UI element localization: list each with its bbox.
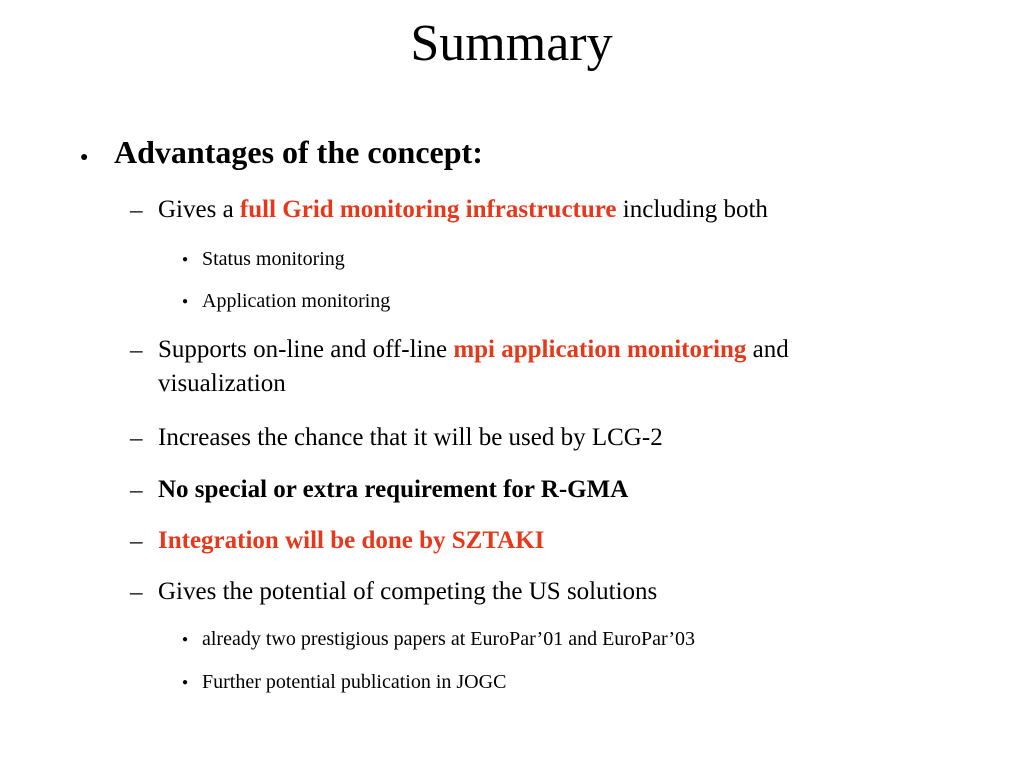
bullet-icon: ● xyxy=(182,254,189,265)
dash-icon: – xyxy=(130,477,143,504)
dash-icon: – xyxy=(130,337,143,364)
list-item xyxy=(158,196,768,224)
bullet-icon: ● xyxy=(182,677,189,688)
list-item xyxy=(158,336,789,364)
slide-title: Summary xyxy=(410,15,613,72)
item-text-post: including both xyxy=(616,196,768,223)
list-item: Increases the chance that it will be used by LCG-2 xyxy=(158,424,663,451)
list-item: No special or extra requirement for R-GMA xyxy=(158,476,629,503)
item-text-pre: Gives a xyxy=(158,196,240,223)
bullet-icon: ● xyxy=(182,634,189,645)
item-highlight: mpi application monitoring xyxy=(453,336,747,363)
bullet-icon: ● xyxy=(182,296,189,307)
list-item-continuation: visualization xyxy=(158,370,286,397)
sub-list-item: Further potential publication in JOGC xyxy=(202,671,507,693)
sub-list-item: Application monitoring xyxy=(202,290,391,312)
dash-icon: – xyxy=(130,425,143,452)
bullet-icon: ● xyxy=(80,150,89,165)
item-highlight: full Grid monitoring infrastructure xyxy=(239,196,617,223)
heading-advantages: Advantages of the concept: xyxy=(114,134,483,170)
dash-icon: – xyxy=(130,579,143,606)
item-text-pre: Supports on-line and off-line xyxy=(158,336,454,363)
sub-list-item: already two prestigious papers at EuroPar’01 and EuroPar’03 xyxy=(202,628,696,650)
list-item: Gives the potential of competing the US solutions xyxy=(158,578,658,605)
item-text-post: and xyxy=(746,336,789,363)
sub-list-item: Status monitoring xyxy=(202,248,345,270)
dash-icon: – xyxy=(130,197,143,224)
dash-icon: – xyxy=(130,528,143,555)
list-item: Integration will be done by SZTAKI xyxy=(158,527,545,554)
